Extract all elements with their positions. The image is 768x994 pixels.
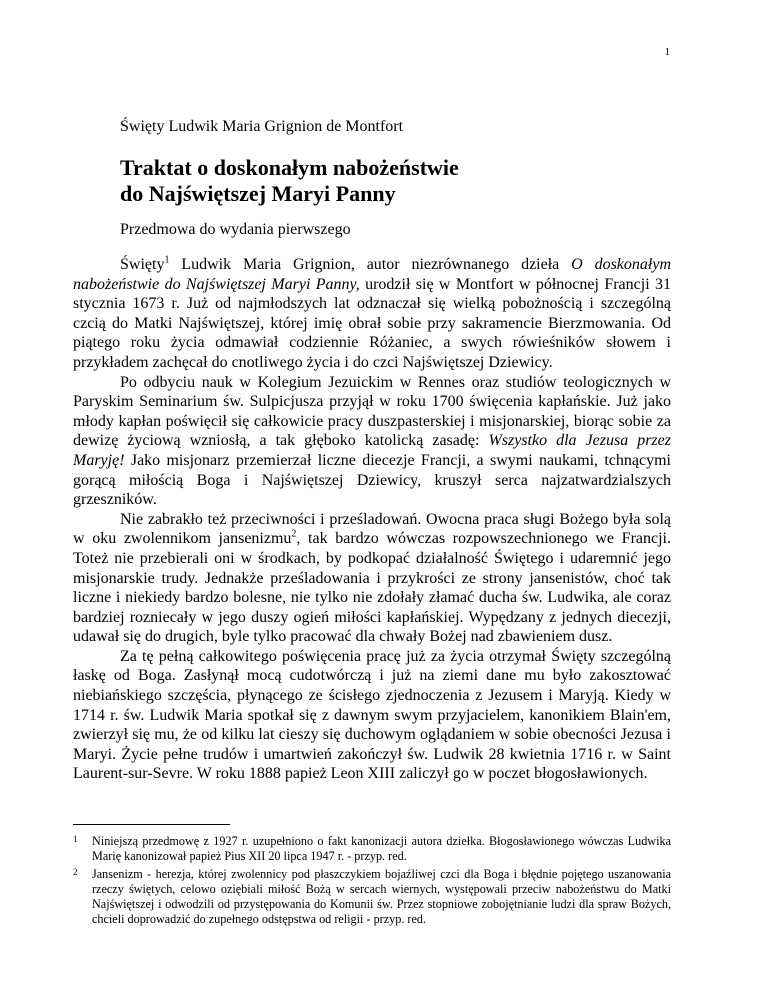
p1-italic-title: O doskonałym nabożeństwie do Najświętszej Maryi Panny,	[73, 256, 671, 293]
paragraph-3	[73, 510, 671, 647]
p2-italic-motto: Wszystko dla Jezusa przez Maryję!	[73, 432, 671, 469]
p2-text-a: Po odbyciu nauk w Kolegium Jezuickim w Rennes oraz studiów teologicznych w Paryskim Seminarium św. Sulpicjusza przyjął w roku 1700 święcenia kapłańskie. Już jako młody kapłan poświęcił się całkowicie pracy duszpasterskiej i misjonarskiej, biorąc sobie za dewizę życiową wzniosłą, a tak głęboko katolicką zasadę:	[73, 373, 671, 450]
title-line-2: do Najświętszej Maryi Panny	[120, 181, 396, 206]
footnote-ref-1[interactable]: 1	[164, 254, 170, 266]
footnote-text-2: Jansenizm - herezja, której zwolennicy pod płaszczykiem bojaźliwej czci dla Boga i błędnie pojętego uszanowania rzeczy świętych, celowo oziębiali miłość Bożą w sercach wiernych, występowali przeciw nabożeństwu do Matki Najświętszej i odwodzili od przystępowania do Komunii św. Przez stopniowe zobojętnianie ludzi dla spraw Bożych, chcieli doprowadzić do zupełnego odstępstwa od religii - przyp. red.	[92, 867, 671, 926]
author-line: Święty Ludwik Maria Grignion de Montfort	[120, 118, 404, 135]
footnotes	[73, 834, 671, 930]
footnote-ref-2[interactable]: 2	[291, 528, 297, 540]
section-subtitle: Przedmowa do wydania pierwszego	[120, 221, 351, 238]
p1-text-b: Ludwik Maria Grignion, autor niezrównanego dzieła	[169, 256, 572, 273]
footnote-mark-1: 1	[73, 834, 78, 844]
paragraph-4	[73, 647, 671, 784]
paragraph-2	[73, 373, 671, 510]
paragraph-1	[73, 255, 671, 373]
p2-text-b: Jako misjonarz przemierzał liczne diecezje Francji, a swymi naukami, tchnącymi gorącą miłością Boga i Najświętszej Dziewicy, kruszył serca najzatwardzialszych grzeszników.	[73, 451, 671, 509]
page-number: 1	[664, 46, 670, 58]
title-line-1: Traktat o doskonałym nabożeństwie	[120, 155, 459, 180]
p3-text-b: , tak bardzo wówczas rozpowszechnionego we Francji. Toteż nie przebierali oni w środkach, by podkopać działalność Świętego i udaremnić jego misjonarskie trudy. Jednakże prześladowania i przykrości ze strony jansenistów, choć tak liczne i niekiedy bardzo bolesne, nie tylko nie zdołały złamać ducha św. Ludwika, ale coraz bardziej rozniecały w jego duszy ogień miłości kapłańskiej. Wypędzany z jednych diecezji, udawał się do drugich, byle tylko pracować dla chwały Bożej nad zbawieniem dusz.	[73, 530, 671, 646]
p1-text-c: urodził się w Montfort w północnej Francji 31 stycznia 1673 r. Już od najmłodszych lat odznaczał się wielką pobożnością i szczególną czcią do Matki Najświętszej, której imię obrał sobie przy sakramencie Bierzmowania. Od piątego roku życia odmawiał codziennie Różaniec, a swych rówieśników słowem i przykładem zachęcał do cnotliwego życia i do czci Najświętszej Dziewicy.	[73, 275, 671, 371]
footnote-1	[73, 834, 671, 864]
p1-text-a: Święty	[120, 256, 165, 273]
document-title	[120, 155, 459, 207]
p3-text-a: Nie zabrakło też przeciwności i prześladowań. Owocna praca sługi Bożego była solą w oku zwolennikom jansenizmu	[73, 510, 671, 548]
footnote-text-1: Niniejszą przedmowę z 1927 r. uzupełniono o fakt kanonizacji autora dziełka. Błogosławionego wówczas Ludwika Marię kanonizował papież Pius XII 20 lipca 1947 r. - przyp. red.	[92, 834, 671, 863]
footnote-mark-2: 2	[73, 867, 78, 877]
p4-text-a: Za tę pełną całkowitego poświęcenia pracę już za życia otrzymał Święty szczególną łaskę od Boga. Zasłynął mocą cudotwórczą i już na ziemi dane mu było zakosztować niebiańskiego szczęścia, płynącego ze ścisłego zjednoczenia z Jezusem i Maryją. Kiedy w 1714 r. św. Ludwik Maria spotkał się z dawnym swym przyjacielem, kanonikiem Blain'em, zwierzył się mu, że od kilku lat cieszy się duchowym oglądaniem w sobie obecności Jezusa i Maryi. Życie pełne trudów i umartwień zakończył św. Ludwik 28 kwietnia 1716 r. w Saint Laurent-sur-Sevre. W roku 1888 papież Leon XIII zaliczył go w poczet błogosławionych.	[73, 647, 671, 783]
footnote-separator	[73, 824, 230, 825]
footnote-2	[73, 867, 671, 927]
body-text	[73, 255, 671, 784]
